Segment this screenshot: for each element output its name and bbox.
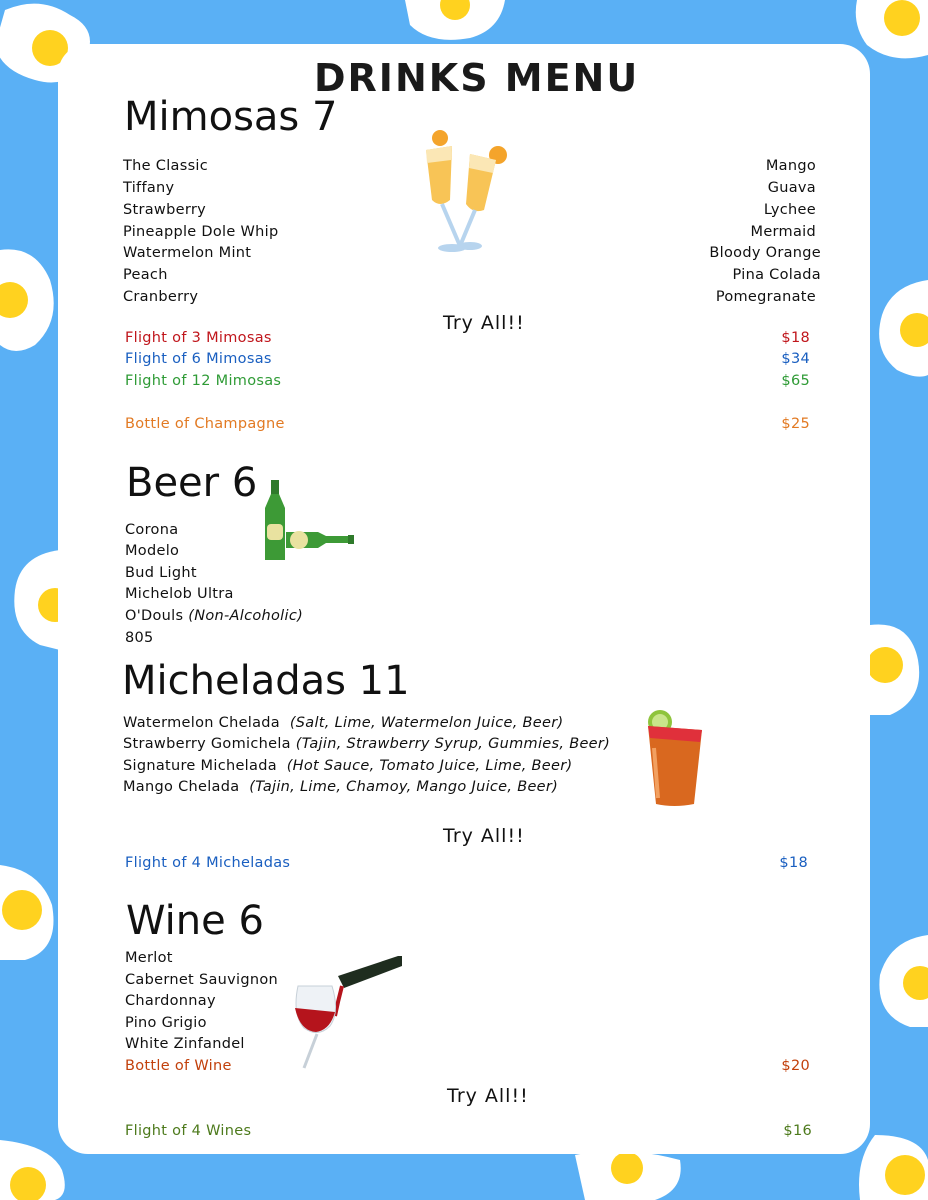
mimosas-heading: Mimosas 7 <box>124 94 338 140</box>
item-name: Strawberry Gomichela <box>123 736 291 752</box>
list-item: Strawberry <box>123 202 206 218</box>
item-desc: (Hot Sauce, Tomato Juice, Lime, Beer) <box>286 758 573 774</box>
list-item <box>123 779 558 795</box>
bottle-name: Bottle of Champagne <box>125 416 285 432</box>
wine-heading: Wine 6 <box>126 898 264 944</box>
bottle-price: $20 <box>781 1058 810 1074</box>
item-note: (Non-Alcoholic) <box>188 608 304 624</box>
list-item: Bud Light <box>125 565 197 581</box>
list-item <box>123 758 572 774</box>
fried-egg-icon <box>0 865 58 965</box>
flight-name: Flight of 4 Wines <box>125 1123 252 1139</box>
list-item: 805 <box>125 630 154 646</box>
fried-egg-icon <box>0 245 58 355</box>
flight-price: $18 <box>779 855 808 871</box>
list-item: Tiffany <box>123 180 175 196</box>
try-all-label: Try All!! <box>443 312 525 334</box>
list-item: Modelo <box>125 543 180 559</box>
wine-glass-icon <box>290 956 402 1072</box>
fried-egg-icon <box>10 545 60 655</box>
flight-price: $18 <box>781 330 810 346</box>
list-item: Lychee <box>763 202 816 218</box>
list-item: Cabernet Sauvignon <box>125 972 278 988</box>
list-item: Peach <box>123 267 168 283</box>
beer-bottles-icon <box>262 480 354 564</box>
fried-egg-icon <box>400 0 510 44</box>
fried-egg-icon <box>575 1150 685 1200</box>
michelada-glass-icon <box>642 708 706 808</box>
list-item: Chardonnay <box>125 993 216 1009</box>
list-item: White Zinfandel <box>125 1036 245 1052</box>
item-desc: (Tajin, Strawberry Syrup, Gummies, Beer) <box>295 736 611 752</box>
list-item <box>123 715 563 731</box>
list-item: Pino Grigio <box>125 1015 207 1031</box>
list-item: Cranberry <box>123 289 199 305</box>
item-desc: (Tajin, Lime, Chamoy, Mango Juice, Beer) <box>249 779 559 795</box>
flight-price: $65 <box>781 373 810 389</box>
item-desc: (Salt, Lime, Watermelon Juice, Beer) <box>289 715 564 731</box>
item-name: Watermelon Chelada <box>123 715 280 731</box>
flight-name: Flight of 6 Mimosas <box>125 351 272 367</box>
flight-name: Flight of 12 Mimosas <box>125 373 282 389</box>
list-item: Pina Colada <box>732 267 821 283</box>
fried-egg-icon <box>0 1140 70 1200</box>
list-item: Pineapple Dole Whip <box>123 224 279 240</box>
champagne-glasses-icon <box>418 128 518 254</box>
page-title: DRINKS MENU <box>314 56 640 100</box>
list-item: Watermelon Mint <box>123 245 252 261</box>
bottle-name: Bottle of Wine <box>125 1058 232 1074</box>
flight-price: $16 <box>783 1123 812 1139</box>
list-item <box>123 736 610 752</box>
bottle-price: $25 <box>781 416 810 432</box>
list-item: The Classic <box>123 158 209 174</box>
list-item: Michelob Ultra <box>125 586 234 602</box>
fried-egg-icon <box>855 1135 928 1200</box>
list-item: Merlot <box>125 950 173 966</box>
fried-egg-icon <box>875 935 928 1030</box>
fried-egg-icon <box>852 0 928 60</box>
list-item: Corona <box>125 522 179 538</box>
item-name: Mango Chelada <box>123 779 240 795</box>
flight-name: Flight of 3 Mimosas <box>125 330 272 346</box>
beer-heading: Beer 6 <box>126 460 258 506</box>
list-item: Guava <box>767 180 816 196</box>
item-name: O'Douls <box>125 608 184 624</box>
list-item: Pomegranate <box>715 289 816 305</box>
fried-egg-icon <box>872 280 928 380</box>
flight-name: Flight of 4 Micheladas <box>125 855 291 871</box>
list-item <box>125 608 303 624</box>
fried-egg-icon <box>870 620 928 720</box>
list-item: Bloody Orange <box>709 245 821 261</box>
flight-price: $34 <box>781 351 810 367</box>
list-item: Mango <box>765 158 816 174</box>
try-all-label: Try All!! <box>443 825 525 847</box>
micheladas-heading: Micheladas 11 <box>122 658 410 704</box>
list-item: Mermaid <box>750 224 816 240</box>
item-name: Signature Michelada <box>123 758 277 774</box>
menu-card <box>58 44 870 1154</box>
try-all-label: Try All!! <box>447 1085 529 1107</box>
